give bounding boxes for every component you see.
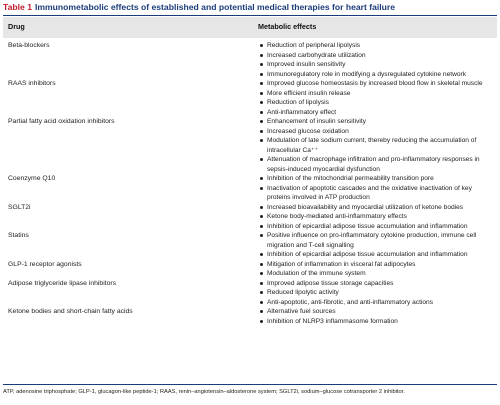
top-rule (3, 15, 497, 16)
effect-item: Ketone body-mediated anti-inflammatory effects (267, 212, 497, 222)
table-row (3, 231, 497, 260)
table-header (3, 17, 497, 38)
table-footnote: ATP, adenosine triphosphate; GLP-1, glucagon-like peptide-1; RAAS, renin–angiotensin–aldosterone system; SGLT2i, sodium–glucose cotransporter 2 inhibitor. (3, 389, 405, 395)
bottom-rule (3, 384, 497, 385)
table-title: Immunometabolic effects of established and potential medical therapies for heart failure (34, 2, 396, 12)
effect-item: Positive influence on pro-inflammatory cytokine production, immune cell migration and T-cell signalling (267, 231, 497, 250)
effect-item: Improved glucose homeostasis by increased blood flow in skeletal muscle (267, 79, 497, 89)
effect-item: Inhibition of epicardial adipose tissue accumulation and inflammation (267, 250, 497, 260)
effects-list (3, 79, 497, 117)
effect-item: Enhancement of insulin sensitivity (267, 117, 497, 127)
table-body (3, 41, 497, 326)
table-label: Table 1 (3, 2, 32, 12)
effect-item: Alternative fuel sources (267, 307, 497, 317)
drug-cell: Partial fatty acid oxidation inhibitors (8, 118, 115, 125)
effect-item: Modulation of the immune system (267, 269, 497, 279)
drug-cell: RAAS inhibitors (8, 80, 56, 87)
table-row (3, 174, 497, 203)
drug-cell: Ketone bodies and short-chain fatty acids (8, 308, 133, 315)
drug-cell: Beta-blockers (8, 42, 50, 49)
effect-item: Reduction of lipolysis (267, 98, 497, 108)
effect-item: Inactivation of apoptotic cascades and the oxidative inactivation of key proteins involved in ATP production (267, 184, 497, 203)
effect-item: Anti-inflammatory effect (267, 108, 497, 118)
effect-item: Attenuation of macrophage infiltration and pro-inflammatory responses in sepsis-induced myocardial dysfunction (267, 155, 497, 174)
drug-cell: Coenzyme Q10 (8, 175, 56, 182)
column-header-effects: Metabolic effects (258, 22, 317, 31)
table-row (3, 203, 497, 232)
effect-item: Inhibition of the mitochondrial permeability transition pore (267, 174, 497, 184)
effects-list (3, 41, 497, 79)
effect-item: Increased carbohydrate utilization (267, 51, 497, 61)
effect-item: Improved insulin sensitivity (267, 60, 497, 70)
effect-item: Reduction of peripheral lipolysis (267, 41, 497, 51)
effect-item: Increased glucose oxidation (267, 127, 497, 137)
effect-item: Reduced lipolytic activity (267, 288, 497, 298)
effect-item: Immunoregulatory role in modifying a dysregulated cytokine network (267, 70, 497, 80)
column-header-drug: Drug (8, 22, 25, 31)
drug-cell: GLP-1 receptor agonists (8, 260, 82, 268)
table-row (3, 79, 497, 117)
drug-cell: Adipose triglyceride lipase inhibitors (8, 279, 117, 287)
effect-item: Modulation of late sodium current, thereby reducing the accumulation of intracellular Ca⁺⁺ (267, 136, 497, 155)
effect-item: Mitigation of inflammation in visceral fat adipocytes (267, 260, 497, 270)
effect-item: Improved adipose tissue storage capacities (267, 279, 497, 289)
effects-list (3, 174, 497, 203)
table-row (3, 260, 497, 279)
effect-item: Increased bioavailability and myocardial utilization of ketone bodies (267, 203, 497, 213)
table-caption (3, 2, 497, 13)
effect-item: Inhibition of NLRP3 inflammasome formation (267, 317, 497, 327)
effect-item: Inhibition of epicardial adipose tissue accumulation and inflammation (267, 222, 497, 232)
table-row (3, 279, 497, 308)
effect-item: More efficient insulin release (267, 89, 497, 99)
table-row (3, 307, 497, 326)
table-row (3, 117, 497, 174)
effects-list (3, 231, 497, 260)
drug-cell: Statins (8, 232, 29, 239)
drug-cell: SGLT2i (8, 203, 31, 211)
effects-list (3, 203, 497, 232)
table-row (3, 41, 497, 79)
effect-item: Anti-apoptotic, anti-fibrotic, and anti-inflammatory actions (267, 298, 497, 308)
